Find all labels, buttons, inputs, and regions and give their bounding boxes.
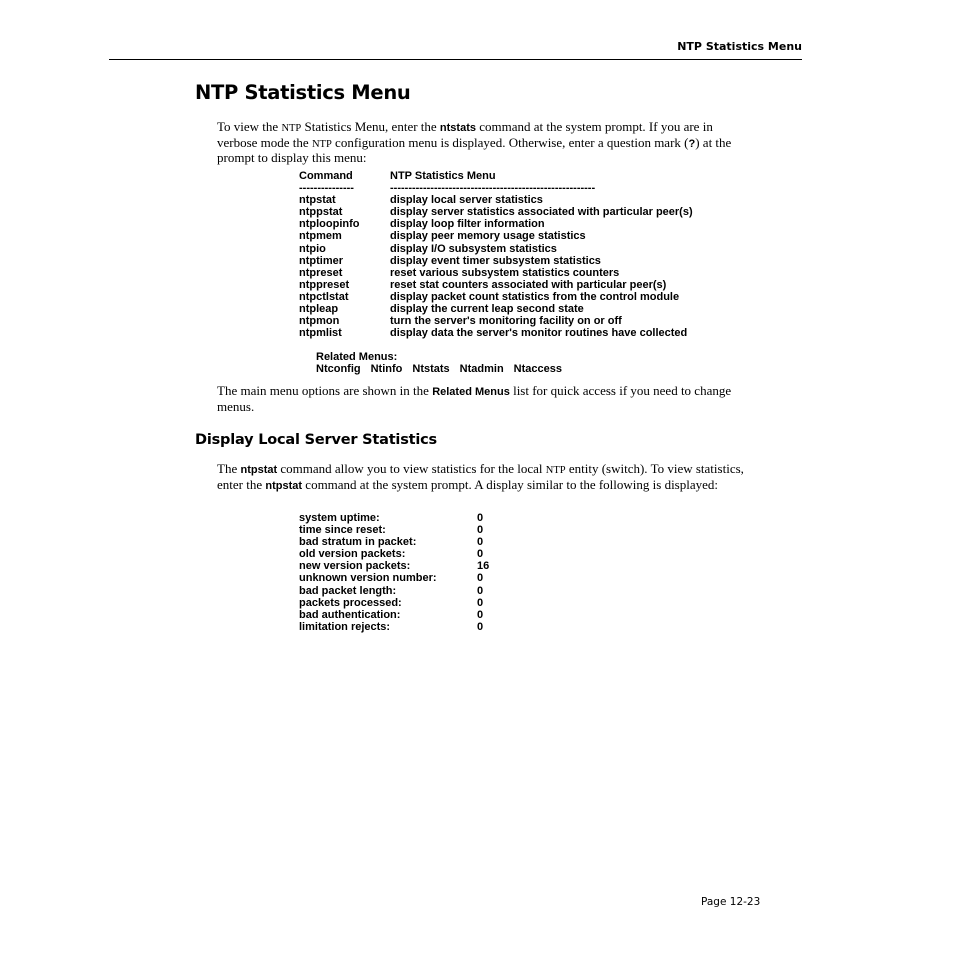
note-term: Related Menus (432, 386, 510, 398)
menu-row-description: display server statistics associated with particular peer(s) (390, 206, 693, 219)
stat-label: bad packet length: (299, 584, 397, 597)
ntpstat-description (217, 462, 753, 493)
menu-row-command: ntppreset (299, 278, 350, 291)
menu-row-command: ntpio (299, 242, 326, 255)
related-menus (316, 351, 572, 375)
menu-row-description: display loop filter information (390, 218, 545, 231)
desc-text-2: command allow you to view statistics for the local (277, 461, 546, 476)
stat-value: 0 (477, 596, 484, 609)
desc-text-3: entity (switch). To view statistics, enter the (217, 461, 744, 492)
main-menu-note (217, 384, 753, 413)
intro-text-2: Statistics Menu, enter the (301, 119, 440, 134)
desc-command-1: ntpstat (240, 464, 278, 476)
related-menus-label: Related Menus: (316, 351, 398, 363)
stat-label: time since reset: (299, 524, 386, 537)
desc-text-4: command at the system prompt. A display similar to the following is displayed: (302, 476, 719, 492)
menu-row-command: ntppstat (299, 206, 343, 219)
menu-divider-command: --------------- (299, 182, 354, 195)
menu-row-command: ntpmem (299, 230, 342, 243)
menu-row-description: display packet count statistics from the control module (390, 290, 680, 303)
stat-label: packets processed: (299, 596, 402, 609)
menu-row-description: reset various subsystem statistics counters (390, 266, 620, 279)
intro-text-5: ) at the prompt to display this menu: (217, 134, 732, 166)
page-number: Page 12-23 (701, 896, 761, 908)
menu-divider-description: -------------------------------------------------------- (390, 182, 596, 195)
menu-row-description: display event timer subsystem statistics (390, 254, 601, 267)
desc-command-2: ntpstat (265, 479, 303, 492)
stat-value: 0 (477, 512, 484, 524)
related-menu-item: Ntconfig (316, 363, 361, 375)
menu-row-description: display peer memory usage statistics (390, 230, 586, 243)
stat-label: new version packets: (299, 560, 411, 573)
header-rule (109, 59, 802, 60)
menu-row-description: turn the server's monitoring facility on or off (390, 315, 622, 328)
intro-paragraph (217, 120, 753, 165)
stat-value: 0 (477, 620, 484, 633)
desc-text-1: The (217, 461, 241, 476)
subsection-title: Display Local Server Statistics (195, 432, 437, 448)
stat-label: system uptime: (299, 512, 380, 524)
intro-text-1: To view the (217, 119, 282, 134)
intro-ntp-2: NTP (311, 138, 332, 150)
menu-row-description: display I/O subsystem statistics (390, 242, 557, 255)
menu-row-command: ntpmlist (299, 327, 342, 340)
menu-row-command: ntploopinfo (299, 218, 360, 231)
intro-text-4: configuration menu is displayed. Otherwise, enter a question mark ( (331, 134, 689, 150)
intro-text-3: command at the system prompt. If you are in verbose mode the (217, 119, 713, 150)
stat-value: 0 (477, 584, 484, 597)
menu-row-command: ntpstat (299, 194, 336, 207)
desc-ntp: NTP (545, 465, 566, 476)
stat-label: limitation rejects: (299, 620, 391, 633)
stat-value: 16 (477, 560, 490, 573)
menu-row-command: ntpreset (299, 266, 343, 279)
menu-header-description: NTP Statistics Menu (390, 170, 496, 182)
stat-value: 0 (477, 536, 484, 549)
related-menu-item: Ntinfo (370, 363, 403, 375)
stat-label: bad authentication: (299, 608, 401, 621)
stat-value: 0 (477, 548, 484, 561)
stat-value: 0 (477, 524, 484, 537)
menu-row-command: ntptimer (299, 254, 343, 267)
intro-ntp-1: NTP (281, 123, 302, 134)
menu-row-description: display local server statistics (390, 194, 543, 207)
stat-value: 0 (477, 572, 484, 585)
note-text-1: The main menu options are shown in the (217, 383, 433, 398)
stat-value: 0 (477, 608, 484, 621)
running-header: NTP Statistics Menu (677, 40, 802, 53)
menu-row-command: ntpmon (299, 315, 340, 328)
related-menu-item: Ntaccess (513, 363, 562, 375)
note-text-2: list for quick access if you need to change menus. (217, 383, 732, 414)
menu-row-command: ntpleap (299, 303, 339, 316)
related-menu-item: Ntstats (412, 363, 450, 375)
menu-row-command: ntpctlstat (299, 290, 349, 303)
related-menus-list (316, 363, 572, 375)
related-menu-item: Ntadmin (459, 363, 504, 375)
menu-row-description: display data the server's monitor routines have collected (390, 327, 688, 340)
menu-header-command: Command (299, 170, 353, 182)
menu-row-description: reset stat counters associated with particular peer(s) (390, 278, 667, 291)
menu-row-description: display the current leap second state (390, 303, 584, 316)
stat-label: old version packets: (299, 548, 406, 561)
intro-command: ntstats (439, 122, 476, 134)
stat-label: unknown version number: (299, 572, 437, 585)
intro-question-mark: ? (688, 137, 696, 150)
section-title: NTP Statistics Menu (195, 81, 411, 104)
stat-label: bad stratum in packet: (299, 536, 417, 549)
